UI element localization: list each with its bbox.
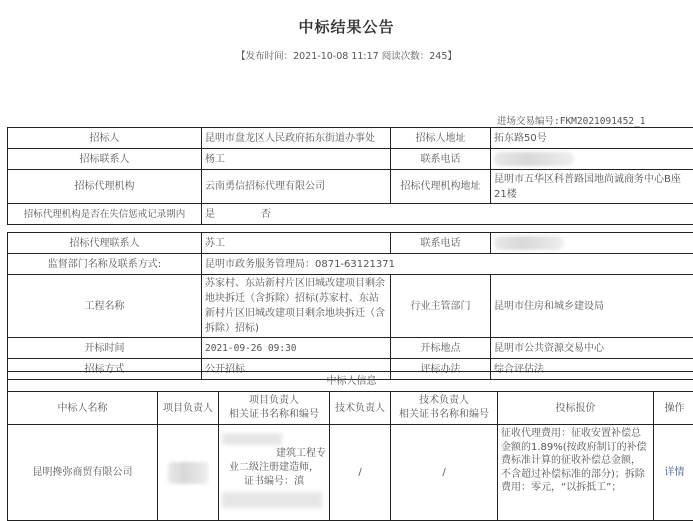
- pm-cert-line3: 证书编号：滇: [222, 475, 326, 489]
- open-time-value: 2021-09-26 09:30: [202, 338, 391, 359]
- dishonest-no: 否: [261, 209, 271, 220]
- tenderer-phone-label: 联系电话: [391, 149, 491, 170]
- col-tech-cert-line1: 技术负责人: [394, 394, 494, 408]
- tech-lead: /: [330, 425, 391, 521]
- redacted-phone: [494, 152, 574, 166]
- winner-section-title: 中标人信息: [8, 372, 693, 392]
- agency-contact-label: 招标代理联系人: [8, 233, 202, 254]
- tenderer-value: 昆明市盘龙区人民政府拓东街道办事处: [202, 128, 391, 149]
- winner-table: [7, 371, 693, 521]
- col-pm-cert-line2: 相关证书名称和编号: [222, 408, 326, 422]
- tender-info-table: [7, 127, 693, 380]
- open-place-value: 昆明市公共资源交易中心: [491, 338, 693, 359]
- redacted-phone: [494, 236, 564, 250]
- publish-meta: 【发布时间：2021-10-08 11:17 阅读次数：245】: [0, 48, 693, 62]
- tech-lead-cert: /: [391, 425, 498, 521]
- agency-value: 云南勇信招标代理有限公司: [202, 170, 391, 204]
- tender-method-label: 招标方式: [8, 359, 202, 380]
- tenderer-phone-value: [491, 149, 693, 170]
- col-pm-cert-line1: 项目负责人: [222, 394, 326, 408]
- col-tech-lead: 技术负责人: [330, 392, 391, 425]
- tenderer-contact-label: 招标联系人: [8, 149, 202, 170]
- col-winner-name: 中标人名称: [8, 392, 158, 425]
- tenderer-contact-value: 杨工: [202, 149, 391, 170]
- project-name-label: 工程名称: [8, 275, 202, 338]
- col-tech-lead-cert: [391, 392, 498, 425]
- industry-dept-label: 行业主管部门: [391, 275, 491, 338]
- col-tech-cert-line2: 相关证书名称和编号: [394, 408, 494, 422]
- details-link[interactable]: 详情: [654, 425, 693, 521]
- open-time-label: 开标时间: [8, 338, 202, 359]
- project-manager-cert: [219, 425, 330, 521]
- agency-label: 招标代理机构: [8, 170, 202, 204]
- redacted-cert-number: [222, 492, 322, 508]
- pm-cert-line2: 业二级注册建造师，: [222, 461, 326, 475]
- project-name-value: 苏家村、东站新村片区旧城改建项目剩余地块拆迁（含拆除）招标(苏家村、东站新村片区旧城改建项目剩余地块拆迁（含拆除）招标): [202, 275, 391, 338]
- pm-cert-line1: 建筑工程专: [222, 447, 326, 461]
- agency-contact-value: 苏工: [202, 233, 391, 254]
- agency-address-label: 招标代理机构地址: [391, 170, 491, 204]
- supervisor-label: 监督部门名称及联系方式:: [8, 254, 202, 275]
- evaluation-method-value: 综合评估法: [491, 359, 693, 380]
- tenderer-address-value: 拓东路50号: [491, 128, 693, 149]
- bid-price: 征收代理费用：征收安置补偿总金额的1.89%(按政府制订的补偿费标准计算的征收补偿总金额，不含超过补偿标准的部分)；拆除费用：零元，“以拆抵工”；: [498, 425, 654, 521]
- supervisor-value: 昆明市政务服务管理局：0871-63121371: [202, 254, 693, 275]
- winner-name: 昆明搀弥商贸有限公司: [8, 425, 158, 521]
- col-bid-price: 投标报价: [498, 392, 654, 425]
- trade-number: 进场交易编号:FKM2021091452_1: [497, 113, 646, 127]
- tenderer-address-label: 招标人地址: [391, 128, 491, 149]
- tenderer-label: 招标人: [8, 128, 202, 149]
- dishonest-yes: 是: [205, 209, 215, 220]
- redacted-cert: [222, 433, 282, 445]
- industry-dept-value: 昆明市住房和城乡建设局: [491, 275, 693, 338]
- dishonest-record-value: [202, 204, 693, 225]
- dishonest-record-label: 招标代理机构是否在失信惩戒记录期内: [8, 204, 202, 225]
- project-manager: [158, 425, 219, 521]
- col-action: 操作: [654, 392, 693, 425]
- col-project-manager: 项目负责人: [158, 392, 219, 425]
- page-title: 中标结果公告: [0, 16, 693, 37]
- open-place-label: 开标地点: [391, 338, 491, 359]
- tender-method-value: 公开招标: [202, 359, 391, 380]
- col-project-manager-cert: [219, 392, 330, 425]
- agency-phone-value: [491, 233, 693, 254]
- agency-address-value: 昆明市五华区科普路国地尚诚商务中心B座21楼: [491, 170, 693, 204]
- evaluation-method-label: 评标办法: [391, 359, 491, 380]
- table-row: [8, 425, 693, 521]
- redacted-name: [168, 462, 208, 484]
- agency-phone-label: 联系电话: [391, 233, 491, 254]
